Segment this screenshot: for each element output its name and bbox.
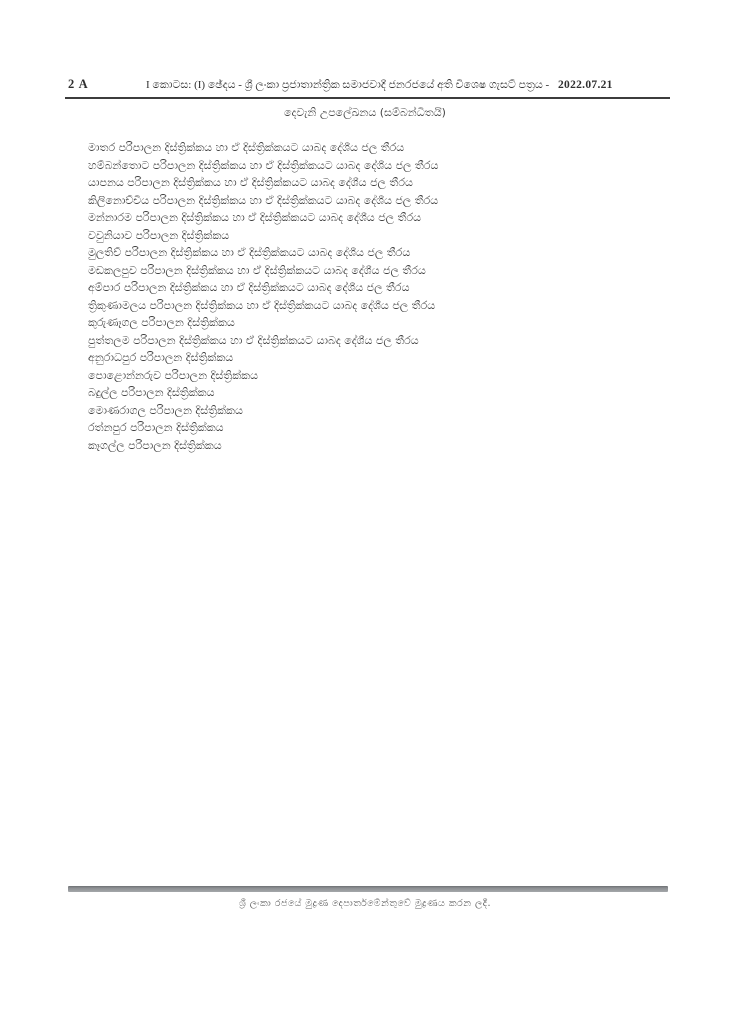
header-title: I කොටස: (I) ඡේදය - ශ්‍රී ලංකා ප්‍රජාතාන්ත්‍රික සමාජවාදී ජනරජයේ අති විශෙෂ ගැසට් පත්‍රය - [146, 79, 550, 91]
schedule-title: දෙවැනි උපලේඛනය (සම්බන්ධිතයි) [284, 106, 446, 119]
district-line: මාතර පරිපාලන දිස්ත්‍රික්කය හා ඒ දිස්ත්‍රික්කයට යාබද දේශීය ජල තීරය [88, 141, 405, 154]
district-line: ත්‍රිකුණාමලය පරිපාලන දිස්ත්‍රික්කය හා ඒ දිස්ත්‍රික්කයට යාබද දේශීය ජල තීරය [88, 298, 436, 312]
page-header [68, 77, 670, 92]
district-line: රත්නපුර පරිපාලන දිස්ත්‍රික්කය [88, 421, 224, 434]
district-line: මොණරාගල පරිපාලන දිස්ත්‍රික්කය [88, 403, 243, 417]
imprint-text: ශ්‍රී ලංකා රජයේ මුද්‍රණ දෙපාර්තමේන්තුවේ මුද්‍රණය කරන ලදී. [238, 898, 492, 909]
district-line: මුලතිව් පරිපාලන දිස්ත්‍රික්කය හා ඒ දිස්ත්‍රික්කයට යාබද දේශීය ජල තීරය [88, 246, 411, 259]
district-line: අනුරාධපුර පරිපාලන දිස්ත්‍රික්කය [88, 351, 234, 364]
district-line: මන්නාරම පරිපාලන දිස්ත්‍රික්කය හා ඒ දිස්ත්‍රික්කයට යාබද දේශීය ජල තීරය [88, 211, 422, 224]
district-line: යාපනය පරිපාලන දිස්ත්‍රික්කය හා ඒ දිස්ත්‍රික්කයට යාබද දේශීය ජල තීරය [88, 176, 413, 189]
page-number: 2 A [68, 77, 89, 91]
district-line: මඩකලපුව පරිපාලන දිස්ත්‍රික්කය හා ඒ දිස්ත්‍රික්කයට යාබද දේශීය ජල තීරය [88, 263, 426, 277]
district-line: අම්පාර පරිපාලන දිස්ත්‍රික්කය හා ඒ දිස්ත්‍රික්කයට යාබද දේශීය ජල තීරය [88, 281, 410, 294]
district-line: පුත්තලම පරිපාලන දිස්ත්‍රික්කය හා ඒ දිස්ත්‍රික්කයට යාබද දේශීය ජල තීරය [88, 333, 419, 347]
district-line: කෑගල්ල පරිපාලන දිස්ත්‍රික්කය [88, 438, 222, 452]
district-line: පොළොන්නරුව පරිපාලන දිස්ත්‍රික්කය [88, 368, 259, 382]
district-line: බදුල්ල පරිපාලන දිස්ත්‍රික්කය [88, 386, 215, 399]
district-line: කුරුණෑගල පරිපාලන දිස්ත්‍රික්කය [88, 316, 235, 329]
header-date: 2022.07.21 [557, 79, 613, 91]
header-rule [65, 97, 670, 99]
imprint-bar [68, 886, 668, 892]
district-line: වවුනියාව පරිපාලන දිස්ත්‍රික්කය [88, 228, 230, 242]
district-line: හම්බන්තොට පරිපාලන දිස්ත්‍රික්කය හා ඒ දිස්ත්‍රික්කයට යාබද දේශීය ජල තීරය [88, 158, 439, 172]
header-title-group [89, 79, 670, 92]
district-list [88, 139, 648, 454]
district-line: කිලිනොච්චිය පරිපාලන දිස්ත්‍රික්කය හා ඒ දිස්ත්‍රික්කයට යාබද දේශීය ජල තීරය [88, 193, 439, 207]
